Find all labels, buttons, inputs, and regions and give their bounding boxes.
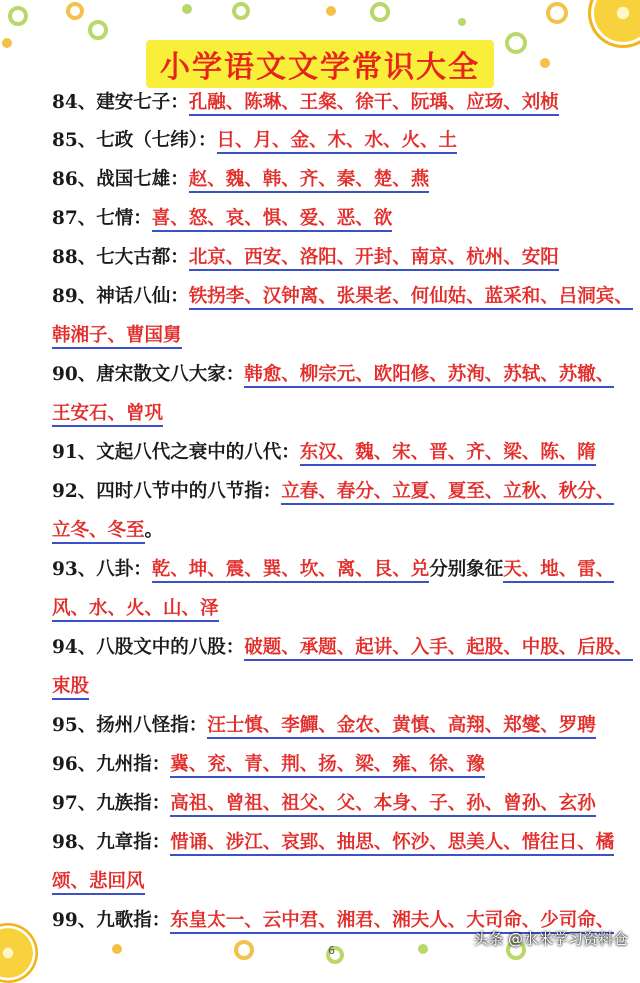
- list-item: [52, 282, 633, 312]
- item-answer: 赵、魏、韩、齐、秦、楚、燕: [189, 169, 430, 193]
- list-item: [52, 321, 182, 351]
- list-item: [52, 867, 145, 897]
- item-label: 84、建安七子：: [52, 92, 189, 113]
- item-label: 94、八股文中的八股：: [52, 637, 245, 658]
- list-item: [52, 555, 614, 585]
- list-item: [52, 204, 392, 234]
- item-answer: 喜、怒、哀、惧、爱、恶、欲: [152, 208, 393, 232]
- decor-dot: [326, 6, 336, 16]
- decor-dot: [418, 944, 428, 954]
- item-answer: 王安石、曾巩: [52, 403, 163, 427]
- list-item: [52, 594, 219, 624]
- item-answer: 立冬、冬至: [52, 520, 145, 544]
- item-answer: 孔融、陈琳、王粲、徐干、阮瑀、应玚、刘桢: [189, 92, 559, 116]
- list-item: [52, 243, 559, 273]
- item-label: 97、九族指：: [52, 793, 171, 814]
- lemon-slice-icon: [0, 923, 38, 983]
- decor-circle: [88, 20, 108, 40]
- list-item: [52, 88, 559, 118]
- item-text: 。: [144, 520, 164, 541]
- list-item: [52, 672, 89, 702]
- item-label: 86、战国七雄：: [52, 169, 189, 190]
- decor-circle: [234, 940, 254, 960]
- item-answer: 北京、西安、洛阳、开封、南京、杭州、安阳: [189, 247, 559, 271]
- page-number: 6: [328, 944, 335, 957]
- item-answer: 天、地、雷、: [503, 559, 614, 583]
- item-label: 96、九州指：: [52, 754, 171, 775]
- item-answer: 汪士慎、李鱓、金农、黄慎、高翔、郑燮、罗聘: [207, 715, 596, 739]
- list-item: [52, 438, 596, 468]
- decor-dot: [458, 18, 466, 26]
- decor-circle: [8, 6, 28, 26]
- item-answer: 日、月、金、木、水、火、土: [217, 130, 458, 154]
- list-item: [52, 165, 429, 195]
- item-label: 93、八卦：: [52, 559, 152, 580]
- list-item: [52, 126, 457, 156]
- list-item: [52, 516, 163, 546]
- list-item: [52, 399, 163, 429]
- item-label: 89、神话八仙：: [52, 286, 189, 307]
- list-item: [52, 789, 596, 819]
- item-answer: 破题、承题、起讲、入手、起股、中股、后股、: [244, 637, 633, 661]
- item-answer: 韩愈、柳宗元、欧阳修、苏洵、苏轼、苏辙、: [244, 364, 614, 388]
- item-answer: 立春、春分、立夏、夏至、立秋、秋分、: [281, 481, 614, 505]
- list-item: [52, 828, 614, 858]
- item-answer: 韩湘子、曹国舅: [52, 325, 182, 349]
- item-answer: 高祖、曾祖、祖父、父、本身、子、孙、曾孙、玄孙: [170, 793, 596, 817]
- item-label: 99、九歌指：: [52, 910, 171, 931]
- item-label: 95、扬州八怪指：: [52, 715, 208, 736]
- item-label: 92、四时八节中的八节指：: [52, 481, 282, 502]
- item-text: 分别象征: [429, 559, 504, 580]
- item-answer: 乾、坤、震、巽、坎、离、艮、兑: [152, 559, 430, 583]
- item-label: 90、唐宋散文八大家：: [52, 364, 245, 385]
- decor-circle: [370, 2, 390, 22]
- list-item: [52, 750, 485, 780]
- page-title: 小学语文文学常识大全: [146, 40, 494, 88]
- list-item: [52, 477, 614, 507]
- decor-dot: [182, 4, 192, 14]
- item-answer: 颂、悲回风: [52, 871, 145, 895]
- item-label: 85、七政（七纬）：: [52, 130, 217, 151]
- item-label: 88、七大古都：: [52, 247, 189, 268]
- list-item: [52, 360, 614, 390]
- item-answer: 铁拐李、汉钟离、张果老、何仙姑、蓝采和、吕洞宾、: [189, 286, 633, 310]
- item-answer: 冀、兖、青、荆、扬、梁、雍、徐、豫: [170, 754, 485, 778]
- decor-circle: [546, 2, 568, 24]
- title-banner: [0, 40, 640, 88]
- list-item: [52, 633, 633, 663]
- item-answer: 东汉、魏、宋、晋、齐、梁、陈、隋: [300, 442, 596, 466]
- item-answer: 惜诵、涉江、哀郢、抽思、怀沙、思美人、惜往日、橘: [170, 832, 614, 856]
- item-label: 87、七情：: [52, 208, 152, 229]
- item-label: 98、九章指：: [52, 832, 171, 853]
- decor-circle: [232, 2, 250, 20]
- decor-circle: [66, 2, 84, 20]
- item-answer: 束股: [52, 676, 89, 700]
- item-answer: 东皇太一、云中君、湘君、湘夫人、大司命、少司命、: [170, 910, 614, 934]
- decor-dot: [112, 944, 122, 954]
- item-label: 91、文起八代之衰中的八代：: [52, 442, 300, 463]
- watermark: 头条 @水米学习资料仓: [473, 930, 628, 948]
- item-answer: 风、水、火、山、泽: [52, 598, 219, 622]
- list-item: [52, 711, 596, 741]
